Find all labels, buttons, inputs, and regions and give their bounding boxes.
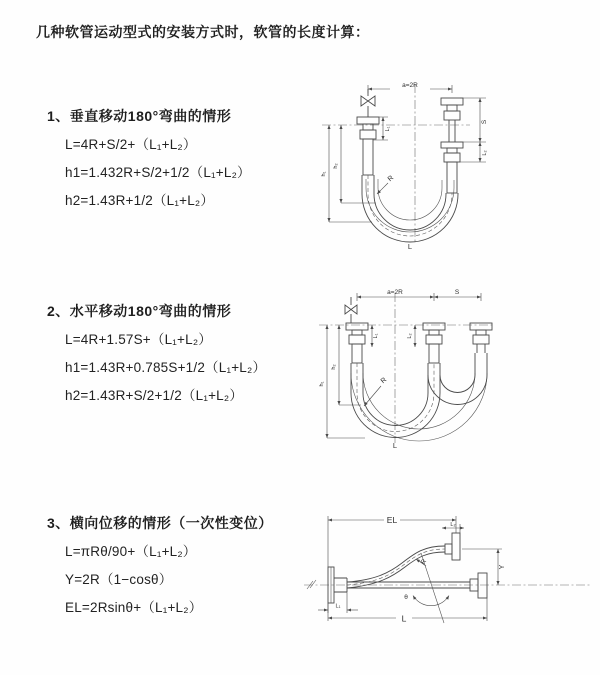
dimension-l2 <box>407 325 415 347</box>
page-title: 几种软管运动型式的安装方式时，软管的长度计算： <box>36 24 370 40</box>
dimension-h2 <box>331 325 361 405</box>
radius-callout <box>377 175 395 194</box>
dim-label-el: EL <box>386 515 398 525</box>
formula-h2: h2=1.43R+1/2（L₁+L₂） <box>65 193 215 208</box>
radius-label: R <box>386 174 396 184</box>
dim-label-y: Y <box>499 564 506 570</box>
dim-label-h2: h₂ <box>331 364 337 370</box>
dimension-s <box>460 98 488 142</box>
section-3-heading: 3、横向位移的情形（一次性变位） <box>47 515 273 531</box>
formula-h2: h2=1.43R+S/2+1/2（L₁+L₂） <box>65 388 244 403</box>
dim-label-l1: L₁ <box>335 603 341 610</box>
diagram-horizontal-180-bend <box>315 283 597 451</box>
s-curve-hose <box>347 533 460 588</box>
right-flange-fitting <box>441 98 463 193</box>
diagram-lateral-displacement <box>300 503 600 653</box>
formula-h1: h1=1.43R+0.785S+1/2（L₁+L₂） <box>65 360 267 375</box>
radius-label: R <box>379 376 389 386</box>
straight-hose-position <box>347 573 487 598</box>
formula-length: L=πRθ/90+（L₁+L₂） <box>65 544 197 559</box>
formula-h1: h1=1.432R+S/2+1/2（L₁+L₂） <box>65 165 251 180</box>
formula-el: EL=2Rsinθ+（L₁+L₂） <box>65 600 203 615</box>
braided-section <box>363 139 373 175</box>
dimension-a-2r <box>357 289 434 301</box>
length-label: L <box>407 242 413 251</box>
section-2-heading: 2、水平移动180°弯曲的情形 <box>47 303 232 319</box>
dimension-h1 <box>321 125 372 222</box>
dim-label-h2: h₂ <box>333 163 339 169</box>
dimension-h1 <box>319 325 365 438</box>
dim-label-l2: L₂ <box>482 150 488 156</box>
angle-label: θ <box>404 594 408 601</box>
dimension-s <box>434 289 481 301</box>
dimension-a-2r <box>368 82 452 93</box>
formula-length: L=4R+S/2+（L₁+L₂） <box>65 137 197 152</box>
dim-label-l: L <box>401 613 407 624</box>
pipe-break-mark <box>307 580 316 589</box>
formula-length: L=4R+1.57S+（L₁+L₂） <box>65 332 212 347</box>
radius-callout <box>364 377 388 406</box>
dim-label-h1: h₁ <box>321 171 327 177</box>
dim-label-l2: L₂ <box>450 522 456 528</box>
section-1-heading: 1、垂直移动180°弯曲的情形 <box>47 108 232 124</box>
dim-label-h1: h₁ <box>319 381 325 387</box>
dimension-l2 <box>442 522 464 533</box>
section-3 <box>47 513 273 628</box>
pipe2-flange-fitting <box>423 323 445 363</box>
dimension-l1 <box>318 592 358 613</box>
dim-label-s: S <box>481 119 488 125</box>
dim-label-l2: L₂ <box>407 333 413 339</box>
dim-label-a2r: a=2R <box>402 82 418 89</box>
radius-label: R <box>419 557 429 567</box>
dimension-y <box>462 549 506 585</box>
length-label: L <box>392 441 398 450</box>
braided-section <box>447 162 457 193</box>
pipe1-flange-fitting <box>346 323 368 363</box>
dimension-l2 <box>460 142 488 162</box>
braided-section <box>429 344 439 363</box>
section-1 <box>47 106 251 221</box>
upper-neck <box>445 544 452 554</box>
valve-icon <box>345 297 357 323</box>
diagram-vertical-180-bend <box>320 76 588 252</box>
dimension-l1 <box>372 325 379 347</box>
upper-flange <box>452 533 460 560</box>
valve-icon <box>361 89 375 117</box>
dimension-el <box>328 515 456 567</box>
dim-label-a2r: a=2R <box>387 289 403 296</box>
formula-y: Y=2R（1−cosθ） <box>65 572 173 587</box>
radius-callout <box>416 558 428 566</box>
dimension-l <box>328 598 487 624</box>
dimension-h2 <box>333 125 376 203</box>
hose-u-bend <box>362 175 458 242</box>
dim-label-s: S <box>454 289 460 296</box>
dim-label-l1: L₁ <box>385 126 391 132</box>
section-2 <box>47 301 266 416</box>
left-flange-fitting <box>357 117 379 175</box>
braided-section <box>352 344 362 363</box>
pipe3-flange-fitting <box>470 323 492 353</box>
dim-label-l1: L₁ <box>373 333 379 339</box>
